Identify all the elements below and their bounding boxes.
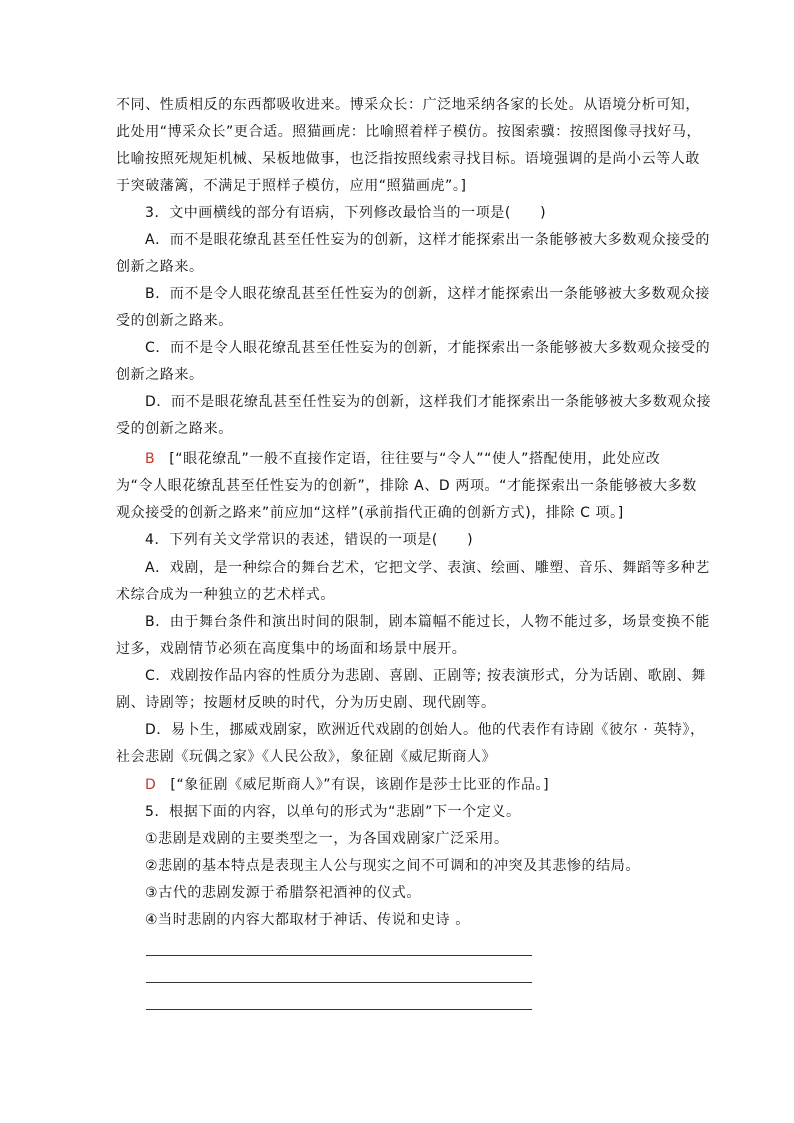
q3-stem: 3．文中画横线的部分有语病，下列修改最恰当的一项是( ) [145,205,547,221]
q4-answer-line [145,772,549,799]
q4-explanation-line1: [“象征剧《威尼斯商人》”有误，该剧作是莎士比亚的作品。] [170,777,550,793]
q3-explanation-line1: [“眼花缭乱”一般不直接作定语，往往要与“令人”“使人”搭配使用，此处应改 [169,451,661,467]
q3-option-b-line2: 受的创新之路来。 [116,313,233,329]
q4-answer-letter: D [145,777,157,793]
q3-option-c-line2: 创新之路来。 [116,367,204,383]
q5-item-4: ④当时悲剧的内容大都取材于神话、传说和史诗 。 [145,912,470,928]
q4-option-b-line1: B．由于舞台条件和演出时间的限制，剧本篇幅不能过长，人物不能过多，场景变换不能 [145,614,711,630]
q3-answer-line [145,446,660,473]
q4-option-a-line2: 术综合成为一种独立的艺术样式。 [116,587,335,603]
q3-option-c-line1: C．而不是令人眼花缭乱甚至任性妄为的创新，才能探索出一条能够被大多数观众接受的 [145,340,711,356]
answer-blank-line[interactable] [146,955,532,956]
q5-item-2: ②悲剧的基本特点是表现主人公与现实之间不可调和的冲突及其悲惨的结局。 [145,858,640,874]
intro-line: 于突破藩篱，不满足于照样子模仿，应用“照猫画虎”。] [116,178,467,194]
q3-option-b-line1: B．而不是令人眼花缭乱甚至任性妄为的创新，这样才能探索出一条能够被大多数观众接 [145,286,711,302]
q3-option-a-line2: 创新之路来。 [116,259,204,275]
q4-option-a-line1: A．戏剧，是一种综合的舞台艺术，它把文学、表演、绘画、雕塑、音乐、舞蹈等多种艺 [145,560,710,576]
q5-stem: 5．根据下面的内容，以单句的形式为“悲剧”下一个定义。 [145,804,521,820]
intro-line: 比喻按照死规矩机械、呆板地做事，也泛指按照线索寻找目标。语境强调的是尚小云等人敢 [116,151,700,167]
intro-line: 不同、性质相反的东西都吸收进来。博采众长：广泛地采纳各家的长处。从语境分析可知， [116,97,700,113]
q4-option-c-line1: C．戏剧按作品内容的性质分为悲剧、喜剧、正剧等; 按表演形式，分为话剧、歌剧、舞 [145,668,706,684]
q3-option-a-line1: A．而不是眼花缭乱甚至任性妄为的创新，这样才能探索出一条能够被大多数观众接受的 [145,232,710,248]
q3-answer-letter: B [145,451,156,467]
q5-item-1: ①悲剧是戏剧的主要类型之一，为各国戏剧家广泛采用。 [145,831,509,847]
q4-option-c-line2: 剧、诗剧等；按题材反映的时代，分为历史剧、现代剧等。 [116,695,496,711]
answer-blank-line[interactable] [146,982,532,983]
q4-stem: 4．下列有关文学常识的表述，错误的一项是( ) [145,532,474,548]
q4-option-b-line2: 过多，戏剧情节必须在高度集中的场面和场景中展开。 [116,641,467,657]
answer-blank-line[interactable] [146,1009,532,1010]
q3-explanation-line3: 观众接受的创新之路来”前应加“这样”(承前指代正确的创新方式)，排除 C 项。] [116,505,624,521]
q5-item-3: ③古代的悲剧发源于希腊祭祀酒神的仪式。 [145,885,421,901]
q3-explanation-line2: 为“令人眼花缭乱甚至任性妄为的创新”，排除 A、D 两项。“才能探索出一条能够被大多数 [116,478,697,494]
q3-option-d-line1: D．而不是眼花缭乱甚至任性妄为的创新，这样我们才能探索出一条能够被大多数观众接 [145,394,712,410]
intro-line: 此处用“博采众长”更合适。照猫画虎：比喻照着样子模仿。按图索骥：按照图像寻找好马， [116,124,702,140]
q4-option-d-line1: D．易卜生，挪威戏剧家，欧洲近代戏剧的创始人。他的代表作有诗剧《彼尔 · 英特》， [145,722,705,738]
q3-option-d-line2: 受的创新之路来。 [116,421,233,437]
q4-option-d-line2: 社会悲剧《玩偶之家》《人民公敌》，象征剧《威尼斯商人》 [116,749,497,765]
